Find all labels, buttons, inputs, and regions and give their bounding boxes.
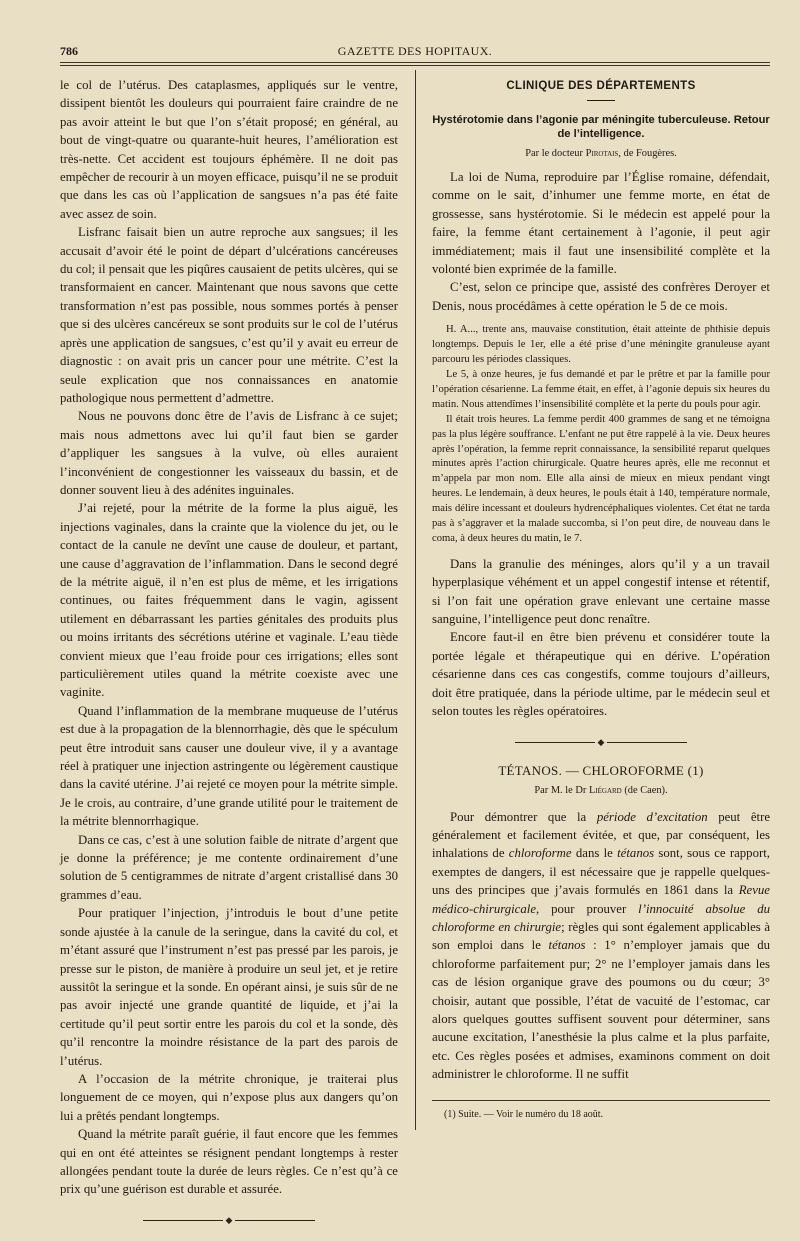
paragraph: Quand l’inflammation de la membrane muqueuse de l’utérus est due à la propagation de la blennorrhagie, dès que le spéculum peut être introduit sans causer une douleur vive, il y a avantage réel à pratiquer une injection astringente ou légèrement caustique dans la cavité utérine. J’ai rejeté ce moyen pour la métrite simple. Je le crois, au contraire, d’une grande utilité pour le traitement de la métrite blennorrhagique. [60,703,398,829]
right-column [432,76,770,1120]
page-header [60,44,770,60]
article1-intro [432,168,770,315]
paragraph: Pour pratiquer l’injection, j’introduis le bout d’une petite sonde ajustée à la canule de la seringue, dans la cavité du col, et m’étant assuré que l’instrument n’est pas pressé par les parois, je presse sur le piston, de manière à produire un seul jet, et je retire aussitôt la seringue et la sonde. En opérant ainsi, je suis sûr de ne pas avoir injecté une grande quantité de liquide, et j’ai la certitude qu’il peut sortir entre les parois du col et la sonde, dès qu’il rencontre la moindre résistance de la part des parois de l’utérus. [60,906,398,1068]
author-name: Liégard [588,784,622,796]
paragraph: Quand la métrite paraît guérie, il faut encore que les femmes qui en ont été atteintes se résignent pendant longtemps à rester allongées pendant toute la durée de leurs règles. Ce n’est qu’à ce prix qu’une guérison est durable et assurée. [60,1127,398,1197]
paragraph: J’ai rejeté, pour la métrite de la forme la plus aiguë, les injections vaginales, dans la crainte que la violence du jet, ou le contact de la canule ne devînt une cause de douleur, et partant, une cause d’aggravation de l’inflammation. Dans le second degré de la métrite aiguë, il n’en est plus de même, et les irrigations continues, ou faites fréquemment dans le vagin, agissent utilement en débarrassant les parties génitales des produits plus ou moins irritants des sécrétions utérine et vaginale. L’eau tiède convient mieux que l’eau froide pour ces irrigations; elles sont particulièrement utiles quand la métrite coexiste avec une vaginite. [60,501,398,700]
section-ornament: ◆ [432,737,770,747]
paragraph: Il était trois heures. La femme perdit 400 grammes de sang et ne témoigna pas la plus légère souffrance. L’enfant ne put être rappelé à la vie. Deux heures après l’opération, la femme reprit connaissance, la sensibilité reparut quelques minutes après l’action chirurgicale. Quatre heures après, elle me reconnut et m’appela par mon nom. Elle alla ainsi de mieux en mieux pendant vingt heures. Le lendemain, à deux heures, le pouls était à 140, température normale, mais délire incessant et douleurs hydrencéphaliques violentes. Cet état ne tarda pas à s’aggraver et la malade succomba, si l’on peut dire, de nouveau dans le coma, à deux heures du matin, le 7. [432,413,770,544]
article-title: TÉTANOS. — CHLOROFORME (1) [498,762,704,778]
section-ornament: ◆ [60,1215,398,1225]
left-column [60,76,398,1241]
heading-dash [587,100,615,101]
paragraph: Pour démontrer que la période d’excitation peut être généralement et facilement évitée, et que, par conséquent, les inhalations de chloroforme dans le tétanos sont, sous ce rapport, exemptes de dangers, il est nécessaire que je rappelle quelques-uns des principes que j’avais formulés en 1861 dans la Revue médico-chirurgicale, pour prouver l’innocuité absolue du chloroforme en chirurgie; règles qui sont également applicables à son emploi dans le tétanos : 1° n’employer jamais que du chloroforme parfaitement pur; 2° ne l’employer jamais dans les cas de lésion organique grave des poumons ou du cœur; 3° choisir, autant que possible, l’état de vacuité de l’estomac, car alors quelques gouttes suffisent souvent pour déterminer, sans aucune excitation, l’anesthésie la plus calme et la plus parfaite, etc. Ces règles posées et admises, examinons comment on doit administrer le chloroforme. Il ne suffit [432,809,771,1082]
paragraph: Nous ne pouvons donc être de l’avis de Lisfranc à ce sujet; mais nous admettons avec lui qu’il faut bien se garder d’appliquer les sangsues à la vulve, où elles auraient l’inconvénient de congestionner les vaisseaux du bassin, et de donner souvent lieu à des adénites inguinales. [60,409,398,497]
case-report [432,323,770,547]
paragraph: C’est, selon ce principe que, assisté des confrères Deroyer et Denis, nous procédâmes à cette opération le 5 de ce mois. [432,280,770,313]
section-heading: CLINIQUE DES DÉPARTEMENTS [506,80,696,92]
author-name: Pirotais [585,148,619,159]
paragraph: A l’occasion de la métrite chronique, je traiterai plus longuement de ce moyen, qui n’expose plus aux dangers qu’on lui a prêtés pendant longtemps. [60,1071,398,1123]
paragraph: le col de l’utérus. Des cataplasmes, appliqués sur le ventre, dissipent bientôt les douleurs qui pourraient faire craindre de ne pas avoir atteint le but que l’on s’était proposé; en général, au bout de vingt-quatre ou quarante-huit heures, l’amélioration est très-nette. Cet accident est toujours éphémère. Il ne doit pas empêcher de recourir à un moyen efficace, puisqu’il ne se produit que dans les cas où l’application de sangsues n’a pas été faite avec assez de soin. [60,78,398,221]
left-body [60,76,398,1199]
article-title: Hystérotomie dans l’agonie par méningite tuberculeuse. Retour de l’intelligence. [432,114,770,140]
paragraph: Dans ce cas, c’est à une solution faible de nitrate d’argent que je donne la préférence; je me contente ordinairement d’une solution de 5 centigrammes de nitrate d’argent cristallisé dans 30 grammes d’eau. [60,832,398,902]
paragraph: Lisfranc faisait bien un autre reproche aux sangsues; il les accusait d’avoir été le point de départ d’ulcérations cancéreuses du col; il pensait que les piqûres causaient de petits ulcères, qui se transformaient en cancer. Maintenant que nous savons que cette transformation n’est pas possible, nous sommes portés à penser que si des ulcères cancéreux se sont produits sur le col de l’utérus après une application de sangsues, c’est qu’il y avait eu erreur de diagnostic : on avait pris un cancer pour une métrite. C’est la seule explication que nos connaissances en anatomie pathologique nous permettent d’admettre. [60,225,398,405]
footnote-rule [432,1100,770,1101]
article-byline: Par M. le Dr Liégard (de Caen). [534,784,668,796]
article2-body [432,808,770,1084]
journal-title: GAZETTE DES HOPITAUX. [337,44,493,58]
article1-conclusion [432,555,770,721]
paragraph: Encore faut-il en être bien prévenu et considérer toute la portée légale et thérapeutique qui en dérive. L’opération césarienne dans ces cas congestifs, comme toujours d’ailleurs, doit être pratiquée, dans la période ultime, par le médecin seul et selon toutes les règles opératoires. [432,630,770,719]
header-rule-top [60,62,770,63]
column-divider [415,70,416,1130]
paragraph: H. A..., trente ans, mauvaise constitution, était atteinte de phthisie depuis longtemps. Depuis le 1er, elle a été prise d’une méningite granuleuse ayant parcouru les périodes classiques. [432,324,770,366]
paragraph: La loi de Numa, reproduire par l’Église romaine, défendait, comme on le sait, d’inhumer une femme morte, en état de grossesse, sans hystérotomie. Si le médecin est appelé pour la faire, la femme étant certainement à l’agonie, il peut agir immédiatement; mais il faut une insensibilité complète et la volonté bien exprimée de la famille. [432,170,770,277]
paragraph: Le 5, à onze heures, je fus demandé et par le prêtre et par la famille pour l’opération césarienne. La femme était, en effet, à l’agonie depuis six heures du matin. Nous attendîmes l’insensibilité complète et la perte du pouls pour agir. [432,368,770,410]
footnote: (1) Suite. — Voir le numéro du 18 août. [444,1108,604,1120]
header-rule-bottom [60,65,770,66]
page-number: 786 [60,44,78,58]
article-byline: Par le docteur Pirotais, de Fougères. [525,148,677,159]
paragraph: Dans la granulie des méninges, alors qu’il y a un travail hyperplasique véhément et un appel congestif intense et rétentif, si l’on fait une opération grave enlevant une certaine masse sanguine, l’intelligence peut donc renaître. [432,556,770,627]
